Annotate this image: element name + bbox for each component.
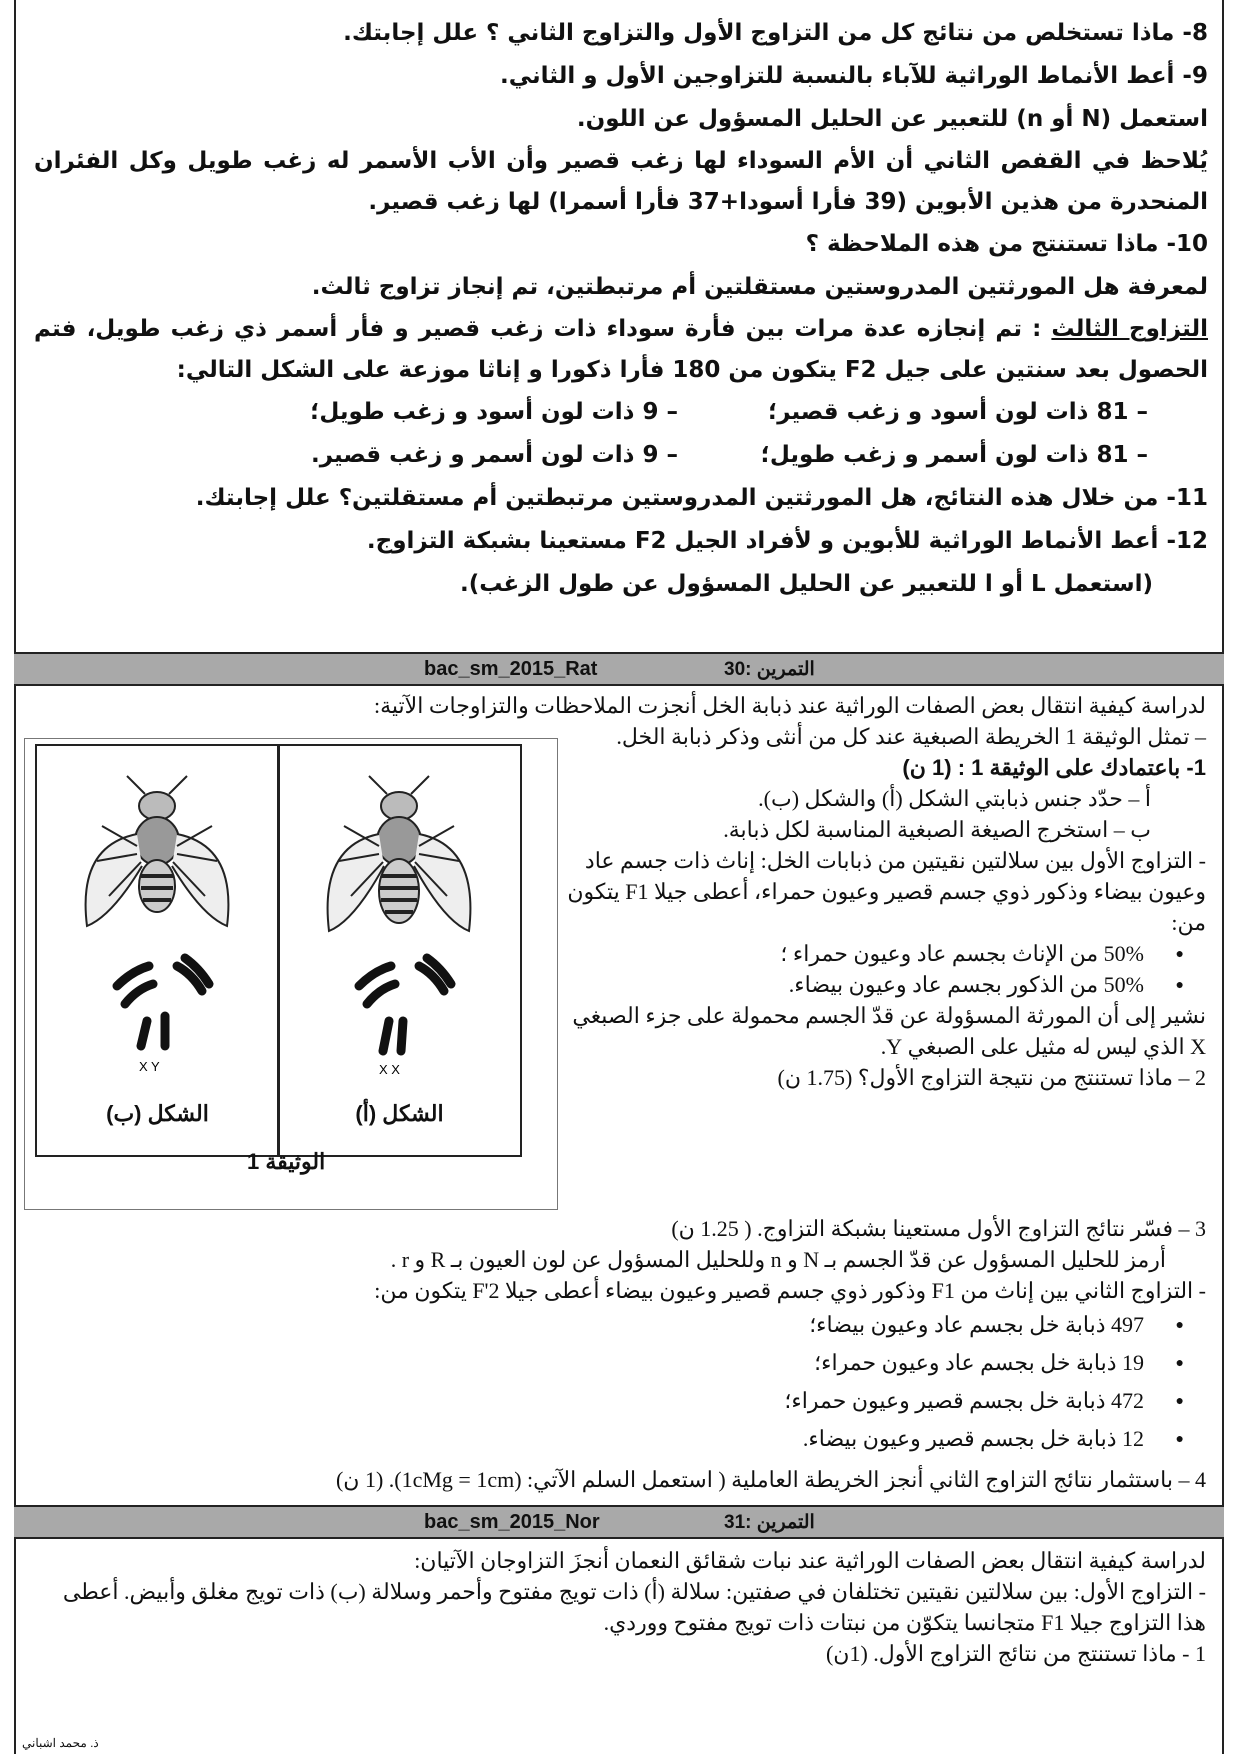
question-8: 8- ماذا تستخلص من نتائج كل من التزاوج الأول والتزاوج الثاني ؟ علل إجابتك. [343,20,1208,46]
second-cross-results [30,1306,1206,1458]
question-4: 4 – باستثمار نتائج التزاوج الثاني أنجز الخريطة العاملية ( استعمل السلم الآتي: (1cMg = 1cm). (1 ن) [335,1467,1206,1492]
list-item: ● 19 ذبابة خل بجسم عاد وعيون حمراء؛ [30,1344,1144,1382]
first-cross-results [566,938,1206,1000]
list-item: ● 50% من الإناث بجسم عاد وعيون حمراء ؛ [566,938,1144,969]
author-signature: ذ. محمد اشباني [22,1736,99,1750]
result-81-brown-long: – 81 ذات لون أسمر و زغب طويل؛ [760,442,1148,468]
exercise-30-text [566,721,1206,1093]
question-1: 1- باعتمادك على الوثيقة 1 : (1 ن) [902,755,1206,780]
exercise-31-intro: لدراسة كيفية انتقال بعض الصفات الوراثية عند نبات شقائق النعمان أنجزَ التزاوجان الآتيان: [414,1548,1206,1573]
results-row-1 [34,391,1208,434]
xy-label: X Y [139,1059,160,1074]
question-9: 9- أعط الأنماط الوراثية للآباء بالنسبة للتزاوجين الأول و الثاني. [500,63,1208,89]
exercise-30-code: bac_sm_2015_Rat [424,658,598,680]
list-item: ● 497 ذبابة خل بجسم عاد وعيون بيضاء؛ [30,1306,1144,1344]
exercise-31-header [14,1505,1224,1539]
use-n-note: استعمل (N أو n) للتعبير عن الحليل المسؤول عن اللون. [576,106,1208,132]
result-81-black-short: – 81 ذات لون أسود و زغب قصير؛ [768,399,1148,425]
document-1-figure [24,738,558,1210]
gene-note: نشير إلى أن المورثة المسؤولة عن قدّ الجسم محمولة على جزء الصبغي X الذي ليس له مثيل على الصبغي Y. [572,1003,1206,1059]
to-know: لمعرفة هل المورثتين المدروستين مستقلتين أم مرتبطتين، تم إنجاز تزاوج ثالث. [311,274,1208,300]
second-cross: - التزاوج الثاني بين إناث من F1 وذكور ذوي جسم قصير وعيون بيضاء أعطى جيلا F'2 يتكون من: [374,1278,1206,1303]
exercise-30-intro-block [30,690,1206,721]
male-fly-drawing [37,746,278,1086]
exercise-31-first-cross: - التزاوج الأول: بين سلالتين نقيتين تختلفان في صفتين: سلالة (أ) ذات تويج مفتوح وأحمر وسلالة (ب) ذات تويج مغلق وأبيض. أعطى هذا التزاوج جيلا F1 متجانسا يتكوّن من نبتات ذات تويج مفتوح ووردي. [62,1579,1206,1635]
first-cross: - التزاوج الأول بين سلالتين نقيتين من ذبابات الخل: إناث ذات جسم عاد وعيون بيضاء وذكور ذوي جسم قصير وعيون حمراء، أعطى جيلا F1 يتكون من: [567,848,1206,935]
exercise-continuation [34,12,1208,606]
results-row-2 [34,434,1208,477]
exercise-31-text [40,1545,1206,1669]
third-cross-title: التزاوج الثالث [1051,316,1208,342]
exercise-31-label: التمرين :31 [724,1512,815,1533]
figure-a-panel [277,744,522,1157]
question-12: 12- أعط الأنماط الوراثية للأبوين و لأفراد الجيل F2 مستعينا بشبكة التزاوج. [366,528,1208,554]
third-cross-text: : تم إنجازه عدة مرات بين فأرة سوداء ذات زغب قصير و فأر أسمر ذي زغب طويل، فتم الحصول بعد سنتين على جيل F2 يتكون من 180 فأرا ذكورا و إناثا موزعة على الشكل التالي: [34,316,1208,383]
female-fly-drawing [279,746,520,1086]
exercise-30-text-2 [30,1213,1206,1495]
question-1a: أ – حدّد جنس ذبابتي الشكل (أ) والشكل (ب). [758,786,1151,811]
list-item: ● 50% من الذكور بجسم عاد وعيون بيضاء. [566,969,1144,1000]
list-item: ● 12 ذبابة خل بجسم قصير وعيون بيضاء. [30,1420,1144,1458]
use-l-note: (استعمل L أو l للتعبير عن الحليل المسؤول عن طول الزغب). [459,571,1153,597]
result-9-black-long: – 9 ذات لون أسود و زغب طويل؛ [310,399,678,425]
result-9-brown-short: – 9 ذات لون أسمر و زغب قصير. [310,442,678,468]
exercise-30-label: التمرين :30 [724,659,815,680]
figure-b-panel [35,744,280,1157]
third-cross [34,309,1208,391]
exercise-30-intro: لدراسة كيفية انتقال بعض الصفات الوراثية عند ذبابة الخل أنجزت الملاحظات والتزاوجات الآتية: [373,693,1206,718]
question-11: 11- من خلال هذه النتائج، هل المورثتين المدروستين مرتبطتين أم مستقلتين؟ علل إجابتك. [195,485,1208,511]
exercise-30-header [14,652,1224,686]
question-3: 3 – فسّر نتائج التزاوج الأول مستعينا بشبكة التزاوج. ( 1.25 ن) [671,1216,1206,1241]
xx-label: X X [379,1062,400,1077]
exercise-31-question-1: 1 - ماذا تستنتج من نتائج التزاوج الأول. (1ن) [825,1641,1206,1666]
question-2: 2 – ماذا تستنتج من نتيجة التزاوج الأول؟ (1.75 ن) [777,1065,1206,1090]
question-10: 10- ماذا تستنتج من هذه الملاحظة ؟ [805,231,1208,257]
figure-b-caption: الشكل (ب) [106,1101,209,1126]
figure-a-caption: الشكل (أ) [355,1101,444,1126]
list-item: ● 472 ذبابة خل بجسم قصير وعيون حمراء؛ [30,1382,1144,1420]
question-1b: ب – استخرج الصيغة الصبغية المناسبة لكل ذبابة. [723,817,1151,842]
observation: يُلاحظ في القفص الثاني أن الأم السوداء لها زغب قصير وأن الأب الأسمر له زغب طويل وكل الفئران المنحدرة من هذين الأبوين (39 فأرا أسودا+37 فأرا أسمرا) لها زغب قصير. [34,148,1208,215]
allele-symbols: أرمز للحليل المسؤول عن قدّ الجسم بـ N و n وللحليل المسؤول عن لون العيون بـ R و r . [390,1247,1166,1272]
doc1-description: – تمثل الوثيقة 1 الخريطة الصبغية عند كل من أنثى وذكر ذبابة الخل. [616,724,1206,749]
document-1-caption: الوثيقة 1 [247,1149,326,1174]
exercise-31-code: bac_sm_2015_Nor [424,1511,600,1533]
